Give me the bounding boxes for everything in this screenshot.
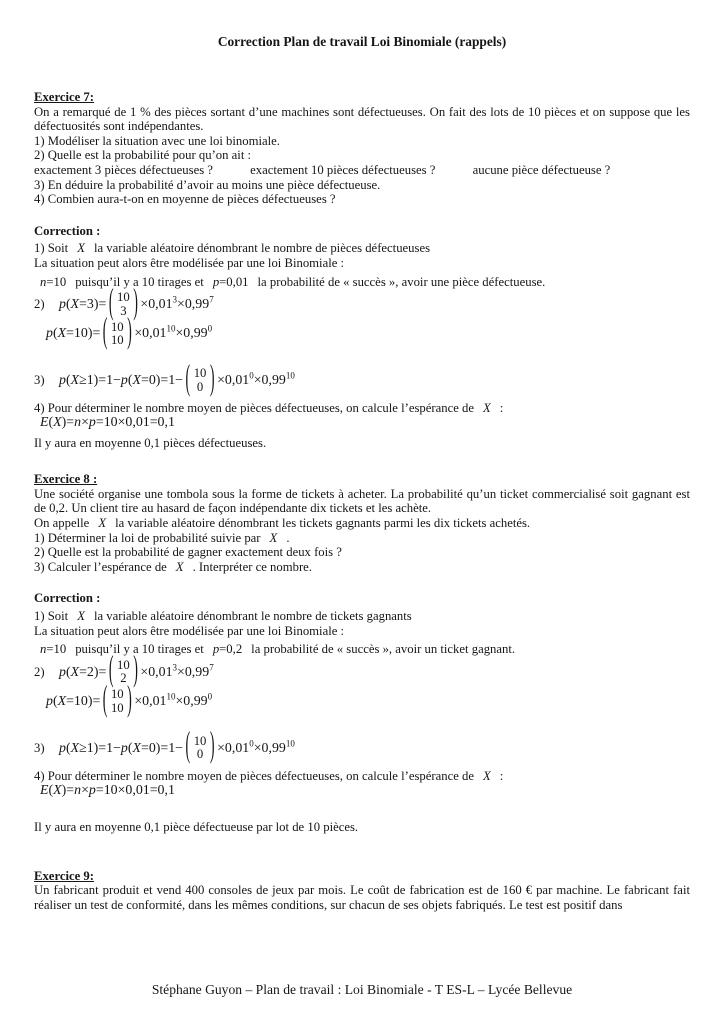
- correction7-line-esperance-intro: 4) Pour déterminer le nombre moyen de pièces défectueuses, on calcule l’espérance de X :: [34, 401, 504, 416]
- correction8-line-esperance-intro: 4) Pour déterminer le nombre moyen de pièces défectueuses, on calcule l’espérance de X :: [34, 769, 504, 784]
- correction8-formula-3-math: p(X≥1)=1−p(X=0)=1− ( 10 0 ) $\times 0,01^0\times 0,99^{10}$: [59, 727, 295, 767]
- ex7-question-4: 4) Combien aura-t-on en moyenne de pièces défectueuses ?: [34, 192, 336, 207]
- correction7-line-parametres: n=10 puisqu’il y a 10 tirages et p=0,01 la probabilité de « succès », avoir une pièce défectueuse.: [40, 274, 546, 289]
- correction8-formula-2-label: 2): [34, 664, 45, 679]
- correction8-formula-3-label: 3): [34, 740, 45, 755]
- correction7-formula-3-label: 3): [34, 373, 45, 388]
- ex8-intro: Une société organise une tombola sous la forme de tickets à acheter. La probabilité qu’un ticket commercialisé soit gagnant est de 0,2. Un client tire au hasard de façon indépendante dix tickets et les achète.: [34, 486, 690, 516]
- correction8-formula-esperance: E(X)=n×p=10×0,01=0,1: [40, 782, 175, 798]
- correction7-conclusion: Il y aura en moyenne 0,1 pièces défectueuses.: [34, 435, 267, 450]
- ex8-question-1: 1) Déterminer la loi de probabilité suivie par X .: [34, 530, 290, 545]
- correction8-line-situation: La situation peut alors être modélisée par une loi Binomiale :: [34, 623, 345, 638]
- correction7-line-situation: La situation peut alors être modélisée par une loi Binomiale :: [34, 255, 345, 270]
- ex8-question-3: 3) Calculer l’espérance de X . Interpréter ce nombre.: [34, 559, 312, 574]
- binomial-coefficient: ( 10 10 ): [102, 313, 132, 353]
- binomial-coefficient: ( 10 0 ): [185, 727, 215, 767]
- correction7-heading: Correction :: [34, 223, 101, 238]
- exercice7-heading: Exercice 7:: [34, 90, 94, 104]
- ex7-option-a: exactement 3 pièces défectueuses ?: [34, 162, 213, 177]
- correction8-formula-2b-math: p(X=10)= ( 10 10 ) $\times 0,01^{10}\times 0,99^0$: [46, 681, 213, 721]
- doc-title: Correction Plan de travail Loi Binomiale (rappels): [217, 34, 507, 49]
- correction8-conclusion: Il y aura en moyenne 0,1 pièce défectueuse par lot de 10 pièces.: [34, 820, 359, 835]
- exercice9-heading: Exercice 9:: [34, 868, 94, 883]
- correction7-formula-2b: [46, 313, 690, 353]
- correction7-formula-3-math: p(X≥1)=1−p(X=0)=1− ( 10 0 ) $\times 0,01^0\times 0,99^{10}$: [59, 359, 295, 399]
- correction7-formula-3: [34, 359, 690, 399]
- ex7-option-c: aucune pièce défectueuse ?: [472, 162, 611, 177]
- ex7-intro: On a remarqué de 1 % des pièces sortant d’une machines sont défectueuses. On fait des lots de 10 pièces et on suppose que les défectuosités sont indépendantes.: [34, 104, 690, 134]
- correction8-formula-2a-math: p(X=2)= ( 10 2 ) $\times 0,01^3\times 0,99^7$: [59, 651, 214, 691]
- correction7-line-soit: 1) Soit X la variable aléatoire dénombrant le nombre de pièces défectueuses: [34, 241, 431, 256]
- ex7-question-2-options: [34, 163, 690, 178]
- ex8-line-appelle: On appelle X la variable aléatoire dénombrant les tickets gagnants parmi les dix tickets achetés.: [34, 516, 531, 530]
- correction8-heading: Correction :: [34, 591, 101, 606]
- correction7-formula-2-label: 2): [34, 297, 45, 312]
- ex7-question-2: 2) Quelle est la probabilité pour qu’on ait :: [34, 148, 252, 163]
- ex9-intro: Un fabricant produit et vend 400 consoles de jeux par mois. Le coût de fabrication est de 160 € par machine. Le fabricant fait réaliser un test de conformité, dans les mêmes conditions, sur chacun de ses objets fabriqués. Le test est positif dans: [34, 883, 690, 913]
- correction8-formula-2b: [46, 681, 690, 721]
- ex7-question-3: 3) En déduire la probabilité d’avoir au moins une pièce défectueuse.: [34, 177, 381, 192]
- correction8-line-soit: 1) Soit X la variable aléatoire dénombrant le nombre de tickets gagnants: [34, 608, 412, 623]
- binomial-coefficient: ( 10 0 ): [185, 359, 215, 399]
- correction7-formula-2a-math: p(X=3)= ( 10 3 ) $\times 0,01^3\times 0,99^7$: [59, 284, 214, 324]
- correction8-line-parametres: n=10 puisqu’il y a 10 tirages et p=0,2 la probabilité de « succès », avoir un ticket gagnant.: [40, 642, 516, 657]
- ex8-question-2: 2) Quelle est la probabilité de gagner exactement deux fois ?: [34, 545, 342, 560]
- correction8-formula-3: [34, 727, 690, 767]
- correction7-formula-2b-math: p(X=10)= ( 10 10 ) $\times 0,01^{10}\times 0,99^0$: [46, 313, 213, 353]
- binomial-coefficient: ( 10 3 ): [108, 284, 138, 324]
- binomial-coefficient: ( 10 10 ): [102, 681, 132, 721]
- page-footer: Stéphane Guyon – Plan de travail : Loi Binomiale - T ES-L – Lycée Bellevue: [151, 982, 573, 997]
- exercice8-heading: Exercice 8 :: [34, 472, 98, 487]
- ex7-question-1: 1) Modéliser la situation avec une loi binomiale.: [34, 133, 280, 148]
- ex7-option-b: exactement 10 pièces défectueuses ?: [250, 162, 436, 177]
- binomial-coefficient: ( 10 2 ): [108, 651, 138, 691]
- correction7-formula-esperance: E(X)=n×p=10×0,01=0,1: [40, 415, 175, 431]
